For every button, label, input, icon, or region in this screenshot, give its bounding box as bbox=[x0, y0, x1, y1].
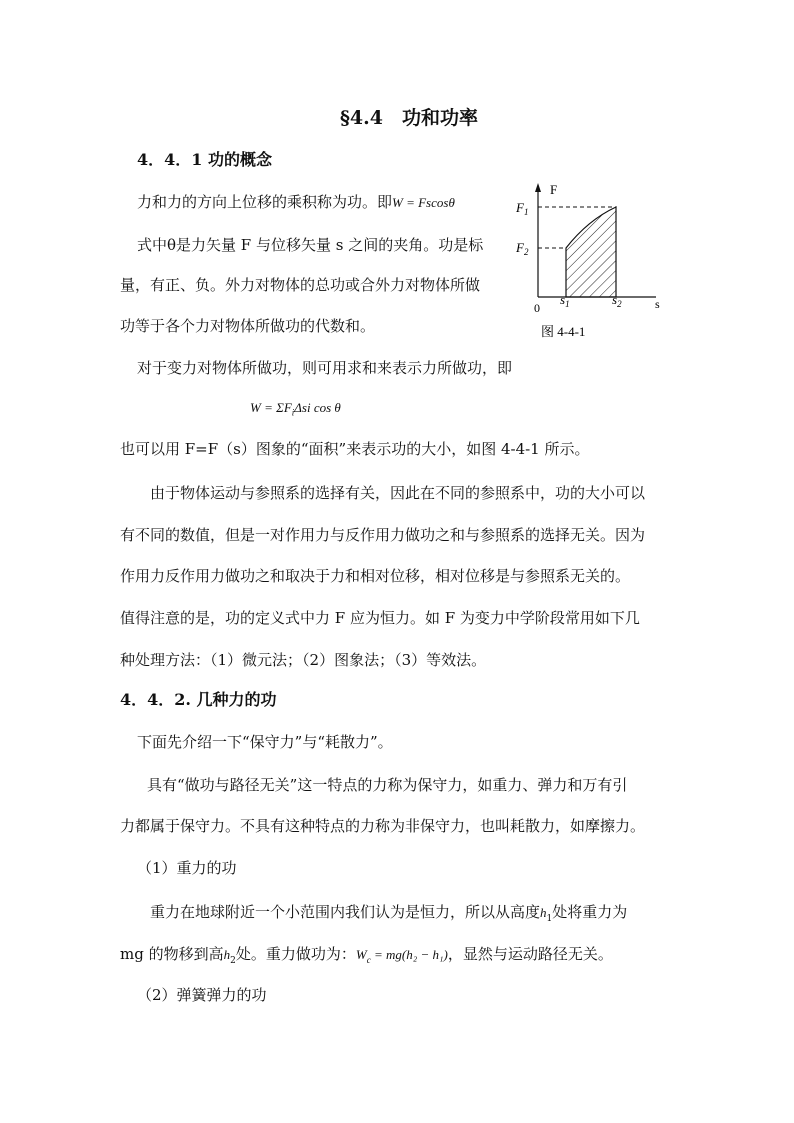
paragraph-reference-line2: 有不同的数值，但是一对作用力与反作用力做功之和与参照系的选择无关。因为 bbox=[120, 526, 646, 544]
x-axis-label: s bbox=[655, 297, 660, 311]
f2-label: $F_2$ bbox=[516, 240, 529, 257]
paragraph-variable-force: 对于变力对物体所做功，则可用求和来表示力所做功，即 bbox=[137, 359, 513, 377]
paragraph-conservative-line2: 力都属于保守力。不具有这种特点的力称为非保守力，也叫耗散力，如摩擦力。 bbox=[120, 817, 646, 835]
figure-caption: 图 4-4-1 bbox=[541, 324, 586, 339]
paragraph-reference-line4: 值得注意的是，功的定义式中力 F 应为恒力。如 F 为变力中学阶段常用如下几 bbox=[120, 609, 640, 627]
y-axis-label: F bbox=[550, 182, 558, 197]
subheading-gravity-work: （1）重力的功 bbox=[137, 859, 237, 877]
page-title: §4.4 功和功率 bbox=[340, 107, 478, 129]
paragraph-gravity-line2: mg 的物移到高$h_2$处。重力做功为：$W_c = mg(h_2 - h_1)$，显然与运动路径无关。 bbox=[120, 945, 613, 966]
s2-label: $s_2$ bbox=[612, 292, 622, 309]
work-area bbox=[566, 207, 616, 297]
paragraph-area: 也可以用 F=F（s）图象的“面积”来表示功的大小，如图 4-4-1 所示。 bbox=[120, 440, 590, 458]
section-heading-forces: 4．4．2. 几种力的功 bbox=[120, 690, 277, 709]
definition-text: 力和力的方向上位移的乘积称为功。即 bbox=[137, 193, 393, 211]
work-formula: W = Fscosθ bbox=[392, 195, 455, 210]
figure-force-displacement bbox=[508, 180, 678, 345]
paragraph-gravity-line1: 重力在地球附近一个小范围内我们认为是恒力，所以从高度$h_1$处将重力为 bbox=[150, 903, 628, 924]
section-heading-concept: 4．4．1 功的概念 bbox=[137, 150, 272, 169]
paragraph-angle-line1: 式中θ是力矢量 F 与位移矢量 s 之间的夹角。功是标 bbox=[137, 236, 484, 254]
paragraph-reference-line1: 由于物体运动与参照系的选择有关，因此在不同的参照系中，功的大小可以 bbox=[150, 484, 646, 502]
paragraph-intro-forces: 下面先介绍一下“保守力”与“耗散力”。 bbox=[137, 733, 393, 751]
paragraph-conservative-line1: 具有“做功与路径无关”这一特点的力称为保守力，如重力、弹力和万有引 bbox=[147, 776, 628, 794]
y-axis-arrow bbox=[535, 183, 541, 192]
paragraph-angle-line3: 功等于各个力对物体所做功的代数和。 bbox=[120, 317, 376, 335]
origin-label: 0 bbox=[534, 301, 540, 315]
subheading-spring-work: （2）弹簧弹力的功 bbox=[137, 986, 267, 1004]
gravity-work-formula: W bbox=[355, 947, 367, 962]
sum-formula: $W = \Sigma F_i\Delta si$ cos θ bbox=[250, 400, 341, 418]
f1-label: $F_1$ bbox=[516, 200, 529, 217]
s1-label: $s_1$ bbox=[560, 292, 570, 309]
paragraph-reference-line3: 作用力反作用力做功之和取决于力和相对位移，相对位移是与参照系无关的。 bbox=[120, 567, 631, 585]
paragraph-angle-line2: 量，有正、负。外力对物体的总功或合外力对物体所做 bbox=[120, 276, 481, 294]
paragraph-definition bbox=[137, 192, 455, 213]
paragraph-reference-line5: 种处理方法：（1）微元法；（2）图象法；（3）等效法。 bbox=[120, 651, 487, 669]
